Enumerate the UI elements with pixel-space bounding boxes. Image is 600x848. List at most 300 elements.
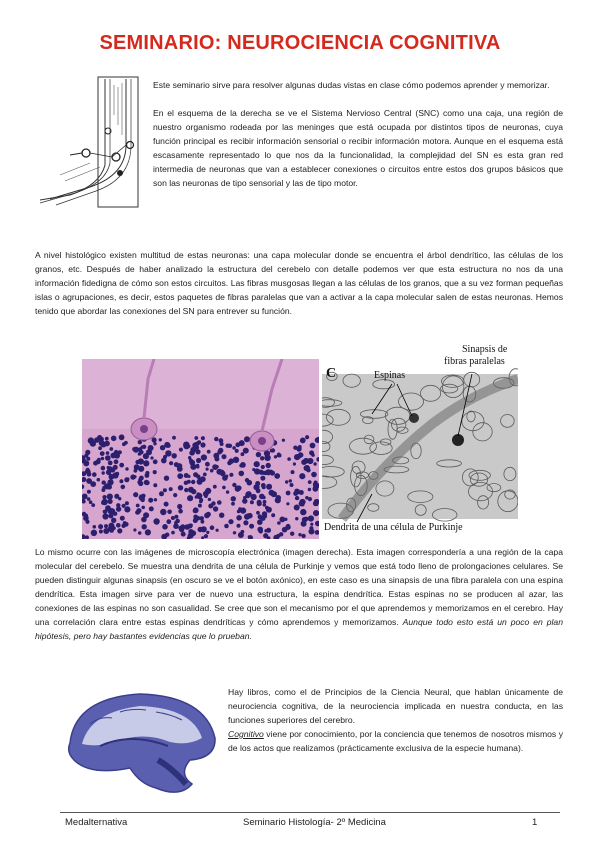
brain-section-image bbox=[60, 688, 220, 800]
granule-cell bbox=[278, 454, 282, 458]
granule-cell bbox=[135, 460, 139, 464]
granule-cell bbox=[177, 504, 182, 509]
granule-cell bbox=[244, 437, 249, 442]
granule-cell bbox=[100, 451, 105, 456]
granule-cell bbox=[233, 457, 239, 463]
granule-cell bbox=[195, 449, 200, 454]
granule-cell bbox=[256, 452, 261, 457]
granule-cell bbox=[264, 534, 268, 538]
granule-cell bbox=[196, 474, 200, 478]
granule-cell bbox=[169, 487, 173, 491]
granule-cell bbox=[87, 490, 91, 494]
granule-cell bbox=[85, 450, 90, 455]
granule-cell bbox=[171, 531, 175, 535]
granule-cell bbox=[277, 521, 281, 525]
granule-cell bbox=[120, 516, 125, 521]
histology-paragraph: A nivel histológico existen multitud de estas neuronas: una capa molecular donde se encuentra el árbol dendrítico, las células de los granos, etc. Después de haber analizado la estructura del cerebelo con detalle podemos ver que esta estructura no nos da una información fidedigna de cómo son estos circuitos. Las fibras musgosas llegan a las células de los granos, que a su vez forman pequeñas islas o agrupaciones, es decir, estos paquetes de fibras paralelas que van a activar a la capa molecular salen de estas neuronas. Hemos tenido que abordar las conexiones del SN para entrever su función. bbox=[35, 250, 563, 316]
granule-cell bbox=[184, 481, 188, 485]
granule-cell bbox=[298, 452, 303, 457]
granule-cell bbox=[174, 515, 178, 519]
granule-cell bbox=[204, 513, 210, 519]
granule-cell bbox=[164, 502, 169, 507]
granule-cell bbox=[260, 476, 265, 481]
granule-cell bbox=[205, 462, 210, 467]
granule-cell bbox=[264, 515, 268, 519]
granule-cell bbox=[187, 475, 190, 478]
granule-cell bbox=[138, 440, 142, 444]
granule-cell bbox=[193, 507, 199, 513]
granule-cell bbox=[136, 504, 140, 508]
granule-cell bbox=[91, 503, 95, 507]
granule-cell bbox=[113, 465, 118, 470]
granule-cell bbox=[121, 485, 126, 490]
granule-cell bbox=[149, 506, 154, 511]
granule-cell bbox=[136, 508, 141, 513]
granule-cell bbox=[153, 442, 156, 445]
granule-cell bbox=[163, 488, 167, 492]
granule-cell bbox=[225, 475, 228, 478]
granule-cell bbox=[89, 500, 93, 504]
granule-cell bbox=[285, 480, 288, 483]
granule-cell bbox=[239, 471, 245, 477]
microscopy-text: Lo mismo ocurre con las imágenes de microscopía electrónica (imagen derecha). Esta imagen correspondería a una región de la capa molecular del cerebelo. Se muestra una dendrita de una célula de Purkinje y vemos que está todo lleno de prolongaciones celulares. Se pueden distinguir algunas sinapsis (en oscuro se ve el botón axónico), en este caso es una sinapsis de una fibra paralela con una espina dendrítica. Esta imagen sirve para ver de nuevo una estructura, la espina dendrítica. Estas espinas no se producen al azar, las conexiones de las espinas no son casualidad. Se cree que son el mecanismo por el que aprendemos y memorizamos en el cerebro. Hay una correlación clara entre estas espinas dendríticas y cómo aprendemos y memorizamos. bbox=[35, 547, 563, 627]
granule-cell bbox=[192, 442, 198, 448]
granule-cell bbox=[104, 524, 108, 528]
microscopy-italic-text: Aunque todo esto está un poco en plan hipótesis, pero hay bastantes evidencias que lo prueban. bbox=[35, 617, 563, 641]
granule-cell bbox=[133, 475, 136, 478]
granule-cell bbox=[124, 441, 128, 445]
granule-cell bbox=[113, 512, 117, 516]
granule-cell bbox=[303, 458, 309, 464]
granule-cell bbox=[166, 519, 171, 524]
granule-cell bbox=[313, 510, 319, 516]
granule-cell bbox=[108, 481, 111, 484]
granule-cell bbox=[102, 513, 108, 519]
granule-cell bbox=[133, 528, 136, 531]
granule-cell bbox=[266, 484, 272, 490]
granule-cell bbox=[201, 436, 205, 440]
granule-cell bbox=[174, 462, 179, 467]
granule-cell bbox=[160, 509, 166, 515]
granule-cell bbox=[233, 531, 236, 534]
granule-cell bbox=[177, 466, 183, 472]
granule-cell bbox=[126, 477, 129, 480]
granule-cell bbox=[87, 497, 91, 501]
granule-cell bbox=[111, 518, 116, 523]
page-title: SEMINARIO: NEUROCIENCIA COGNITIVA bbox=[99, 32, 501, 54]
granule-cell bbox=[191, 532, 195, 536]
granule-cell bbox=[148, 498, 153, 503]
granule-cell bbox=[254, 461, 260, 467]
footer-left: Medalternativa bbox=[65, 817, 128, 828]
granule-cell bbox=[294, 505, 300, 511]
granule-cell bbox=[216, 529, 219, 532]
granule-cell bbox=[217, 500, 222, 505]
granule-cell bbox=[290, 483, 294, 487]
granule-cell bbox=[299, 501, 305, 507]
granule-cell bbox=[304, 465, 310, 471]
granule-cell bbox=[310, 443, 316, 449]
granule-cell bbox=[263, 503, 267, 507]
granule-cell bbox=[172, 436, 176, 440]
granule-cell bbox=[195, 495, 199, 499]
granule-cell bbox=[300, 509, 306, 515]
granule-cell bbox=[119, 479, 123, 483]
granule-cell bbox=[98, 524, 103, 529]
granule-cell bbox=[107, 466, 110, 469]
granule-cell bbox=[284, 518, 287, 521]
granule-cell bbox=[204, 494, 208, 498]
granule-cell bbox=[175, 519, 180, 524]
granule-cell bbox=[252, 468, 255, 471]
granule-cell bbox=[308, 515, 314, 521]
granule-cell bbox=[143, 460, 149, 466]
granule-cell bbox=[189, 524, 193, 528]
granule-cell bbox=[266, 507, 272, 513]
granule-cell bbox=[144, 480, 149, 485]
granule-cell bbox=[231, 496, 236, 501]
granule-cell bbox=[107, 484, 112, 489]
granule-cell bbox=[269, 490, 275, 496]
granule-cell bbox=[249, 524, 254, 529]
granule-cell bbox=[138, 531, 142, 535]
granule-cell bbox=[178, 485, 183, 490]
granule-cell bbox=[177, 473, 183, 479]
granule-cell bbox=[169, 461, 173, 465]
granule-cell bbox=[220, 471, 226, 477]
granule-cell bbox=[145, 529, 151, 535]
granule-cell bbox=[106, 451, 110, 455]
granule-cell bbox=[296, 446, 301, 451]
granule-cell bbox=[142, 445, 146, 449]
granule-cell bbox=[150, 456, 153, 459]
granule-cell bbox=[101, 457, 105, 461]
granule-cell bbox=[300, 438, 306, 444]
granule-cell bbox=[165, 533, 169, 537]
footer-divider bbox=[60, 812, 560, 813]
granule-cell bbox=[237, 524, 241, 528]
granule-cell bbox=[264, 450, 270, 456]
granule-cell bbox=[308, 488, 311, 491]
granule-cell bbox=[99, 530, 103, 534]
granule-cell bbox=[231, 502, 235, 506]
granule-cell bbox=[173, 493, 177, 497]
granule-cell bbox=[167, 510, 172, 515]
granule-cell bbox=[282, 439, 285, 442]
granule-cell bbox=[204, 534, 208, 538]
granule-cell bbox=[265, 469, 271, 475]
granule-cell bbox=[86, 457, 90, 461]
em-drawing bbox=[322, 344, 518, 537]
granule-cell bbox=[91, 530, 97, 536]
granule-cell bbox=[259, 470, 264, 475]
brain-drawing bbox=[60, 688, 220, 800]
granule-cell bbox=[122, 504, 126, 508]
cerebellum-histology-image bbox=[82, 359, 319, 539]
granule-cell bbox=[232, 483, 236, 487]
granule-cell bbox=[250, 500, 254, 504]
granule-cell bbox=[108, 499, 113, 504]
granule-cell bbox=[232, 446, 236, 450]
granule-cell bbox=[243, 520, 248, 525]
granule-cell bbox=[210, 469, 214, 473]
granule-cell bbox=[153, 483, 157, 487]
granule-cell bbox=[153, 470, 157, 474]
granule-cell bbox=[159, 438, 162, 441]
granule-cell bbox=[141, 517, 147, 523]
granule-cell bbox=[188, 456, 191, 459]
granule-cell bbox=[207, 450, 211, 454]
granule-cell bbox=[153, 518, 159, 524]
granule-cell bbox=[93, 525, 97, 529]
granule-cell bbox=[108, 508, 114, 514]
granule-cell bbox=[206, 531, 209, 534]
granule-cell bbox=[238, 507, 243, 512]
granule-cell bbox=[118, 497, 121, 500]
granule-cell bbox=[183, 442, 189, 448]
granule-cell bbox=[264, 529, 267, 532]
granule-cell bbox=[102, 471, 105, 474]
granule-cell bbox=[103, 528, 109, 534]
granule-cell bbox=[139, 450, 144, 455]
granule-cell bbox=[109, 447, 113, 451]
granule-cell bbox=[90, 441, 96, 447]
granule-cell bbox=[229, 473, 233, 477]
granule-cell bbox=[172, 453, 177, 458]
granule-cell bbox=[226, 490, 229, 493]
granule-cell bbox=[108, 513, 113, 518]
granule-cell bbox=[119, 463, 124, 468]
granule-cell bbox=[190, 464, 196, 470]
intro-paragraph: Este seminario sirve para resolver algunas dudas vistas en clase cómo podemos aprender y memorizar. bbox=[153, 80, 550, 90]
em-label-espinas: Espinas bbox=[374, 370, 406, 381]
granule-cell bbox=[101, 442, 107, 448]
granule-cell bbox=[115, 472, 119, 476]
granule-cell bbox=[109, 528, 114, 533]
granule-cell bbox=[166, 443, 171, 448]
granule-cell bbox=[201, 526, 207, 532]
granule-cell bbox=[138, 466, 144, 472]
granule-cell bbox=[107, 494, 113, 500]
granule-cell bbox=[102, 495, 106, 499]
granule-cell bbox=[138, 478, 142, 482]
granule-cell bbox=[87, 472, 92, 477]
cognitivo-text: viene por conocimiento, por la conciencia que tenemos de nosotros mismos y de los actos que realizamos (prácticamente exclusiva de la especie humana). bbox=[228, 729, 563, 753]
granule-cell bbox=[217, 450, 222, 455]
granule-cell bbox=[213, 506, 218, 511]
granule-cell bbox=[313, 501, 318, 506]
em-label-sinapsis-1: Sinapsis de bbox=[462, 344, 508, 355]
granule-cell bbox=[289, 479, 292, 482]
granule-cell bbox=[271, 448, 275, 452]
granule-cell bbox=[173, 523, 179, 529]
granule-cell bbox=[114, 459, 119, 464]
granule-cell bbox=[262, 496, 266, 500]
footer-page-number: 1 bbox=[532, 817, 538, 828]
histology-drawing bbox=[82, 359, 319, 539]
granule-cell bbox=[299, 473, 305, 479]
granule-cell bbox=[226, 444, 230, 448]
granule-cell bbox=[222, 454, 227, 459]
granule-cell bbox=[210, 525, 215, 530]
granule-cell bbox=[308, 480, 312, 484]
cognitivo-paragraph bbox=[228, 727, 563, 755]
granule-cell bbox=[145, 473, 150, 478]
granule-cell bbox=[164, 476, 169, 481]
granule-cell bbox=[236, 515, 242, 521]
granule-cell bbox=[201, 454, 207, 460]
granule-cell bbox=[111, 436, 117, 442]
granule-cell bbox=[239, 440, 245, 446]
granule-cell bbox=[222, 486, 226, 490]
granule-cell bbox=[125, 501, 129, 505]
granule-cell bbox=[290, 532, 294, 536]
em-label-sinapsis-2: fibras paralelas bbox=[444, 356, 505, 367]
cns-schematic-drawing bbox=[30, 75, 145, 210]
granule-cell bbox=[98, 446, 102, 450]
granule-cell bbox=[181, 532, 186, 537]
granule-cell bbox=[191, 480, 195, 484]
granule-cell bbox=[196, 458, 201, 463]
granule-cell bbox=[196, 465, 199, 468]
granule-cell bbox=[275, 497, 281, 503]
granule-cell bbox=[116, 523, 121, 528]
granule-cell bbox=[311, 472, 317, 478]
granule-cell bbox=[313, 462, 316, 465]
granule-cell bbox=[286, 502, 289, 505]
granule-cell bbox=[96, 459, 101, 464]
granule-cell bbox=[257, 527, 263, 533]
granule-cell bbox=[228, 519, 233, 524]
granule-cell bbox=[240, 462, 246, 468]
granule-cell bbox=[171, 516, 175, 520]
granule-cell bbox=[101, 466, 106, 471]
granule-cell bbox=[242, 498, 247, 503]
granule-cell bbox=[124, 506, 130, 512]
granule-cell bbox=[182, 526, 185, 529]
granule-cell bbox=[105, 455, 111, 461]
granule-cell bbox=[305, 496, 309, 500]
granule-cell bbox=[133, 492, 138, 497]
granule-cell bbox=[291, 470, 295, 474]
granule-cell bbox=[194, 436, 198, 440]
granule-cell bbox=[299, 490, 304, 495]
granule-cell bbox=[117, 528, 122, 533]
granule-cell bbox=[274, 473, 280, 479]
footer-center: Seminario Histología- 2º Medicina bbox=[243, 817, 386, 828]
granule-cell bbox=[125, 467, 128, 470]
electron-microscopy-image bbox=[322, 344, 518, 537]
granule-cell bbox=[301, 534, 305, 538]
granule-cell bbox=[85, 520, 89, 524]
granule-cell bbox=[302, 517, 308, 523]
granule-cell bbox=[293, 462, 296, 465]
granule-cell bbox=[159, 491, 164, 496]
granule-cell bbox=[92, 472, 97, 477]
granule-cell bbox=[142, 524, 147, 529]
granule-cell bbox=[119, 434, 125, 440]
granule-cell bbox=[82, 494, 88, 500]
granule-cell bbox=[274, 455, 277, 458]
granule-cell bbox=[241, 452, 245, 456]
granule-cell bbox=[219, 438, 224, 443]
granule-cell bbox=[215, 465, 219, 469]
granule-cell bbox=[235, 449, 239, 453]
granule-cell bbox=[114, 453, 120, 459]
granule-cell bbox=[287, 457, 291, 461]
granule-cell bbox=[310, 523, 313, 526]
granule-cell bbox=[243, 448, 249, 454]
granule-cell bbox=[178, 509, 183, 514]
em-panel-letter: C bbox=[326, 366, 337, 381]
granule-cell bbox=[219, 514, 223, 518]
granule-cell bbox=[97, 478, 101, 482]
granule-cell bbox=[286, 491, 291, 496]
granule-cell bbox=[200, 442, 205, 447]
granule-cell bbox=[309, 526, 313, 530]
granule-cell bbox=[224, 524, 229, 529]
granule-cell bbox=[201, 520, 205, 524]
granule-cell bbox=[193, 515, 197, 519]
em-caption: Dendrita de una célula de Purkinje bbox=[324, 522, 463, 533]
granule-cell bbox=[153, 459, 158, 464]
granule-cell bbox=[83, 460, 89, 466]
granule-cell bbox=[154, 498, 157, 501]
granule-cell bbox=[152, 437, 157, 442]
cognitivo-term: Cognitivo bbox=[228, 729, 264, 739]
granule-cell bbox=[208, 498, 211, 501]
sn-paragraph: En el esquema de la derecha se ve el Sistema Nervioso Central (SNC) como una caja, una región de nuestro organismo rodeada por las meninges que está ocupada por distintos tipos de neuronas, cuya función principal es recibir información sensorial o recibir información motora. Aunque en el esquema está escasamente representado lo que nos da la funcionalidad, la complejidad del SN es esta gran red intermedia de neuronas que van a establecer conexiones o circuitos entre estos dos grupos básicos que son las neuronas de tipo sensorial y las de tipo motor. bbox=[153, 108, 563, 188]
granule-cell bbox=[108, 461, 113, 466]
granule-cell bbox=[106, 470, 111, 475]
granule-cell bbox=[305, 435, 309, 439]
granule-cell bbox=[121, 524, 125, 528]
granule-cell bbox=[198, 504, 202, 508]
granule-cell bbox=[141, 506, 145, 510]
granule-cell bbox=[245, 493, 250, 498]
granule-cell bbox=[116, 503, 120, 507]
granule-cell bbox=[285, 525, 290, 530]
granule-cell bbox=[298, 533, 301, 536]
granule-cell bbox=[271, 513, 275, 517]
granule-cell bbox=[203, 473, 207, 477]
granule-cell bbox=[108, 523, 114, 529]
granule-cell bbox=[187, 495, 193, 501]
granule-cell bbox=[208, 504, 213, 509]
granule-cell bbox=[101, 501, 105, 505]
granule-cell bbox=[260, 456, 264, 460]
granule-cell bbox=[206, 468, 209, 471]
granule-cell bbox=[244, 514, 250, 520]
granule-cell bbox=[213, 485, 217, 489]
granule-cell bbox=[162, 524, 168, 530]
granule-cell bbox=[214, 437, 218, 441]
granule-cell bbox=[313, 483, 316, 486]
granule-cell bbox=[191, 489, 196, 494]
granule-cell bbox=[190, 450, 195, 455]
granule-cell bbox=[90, 481, 96, 487]
granule-cell bbox=[184, 488, 188, 492]
granule-cell bbox=[160, 445, 165, 450]
granule-cell bbox=[309, 450, 314, 455]
granule-cell bbox=[261, 483, 266, 488]
granule-cell bbox=[261, 465, 265, 469]
granule-cell bbox=[200, 476, 206, 482]
granule-cell bbox=[148, 445, 154, 451]
granule-cell bbox=[134, 469, 138, 473]
granule-cell bbox=[266, 463, 271, 468]
microscopy-paragraph bbox=[35, 545, 563, 643]
